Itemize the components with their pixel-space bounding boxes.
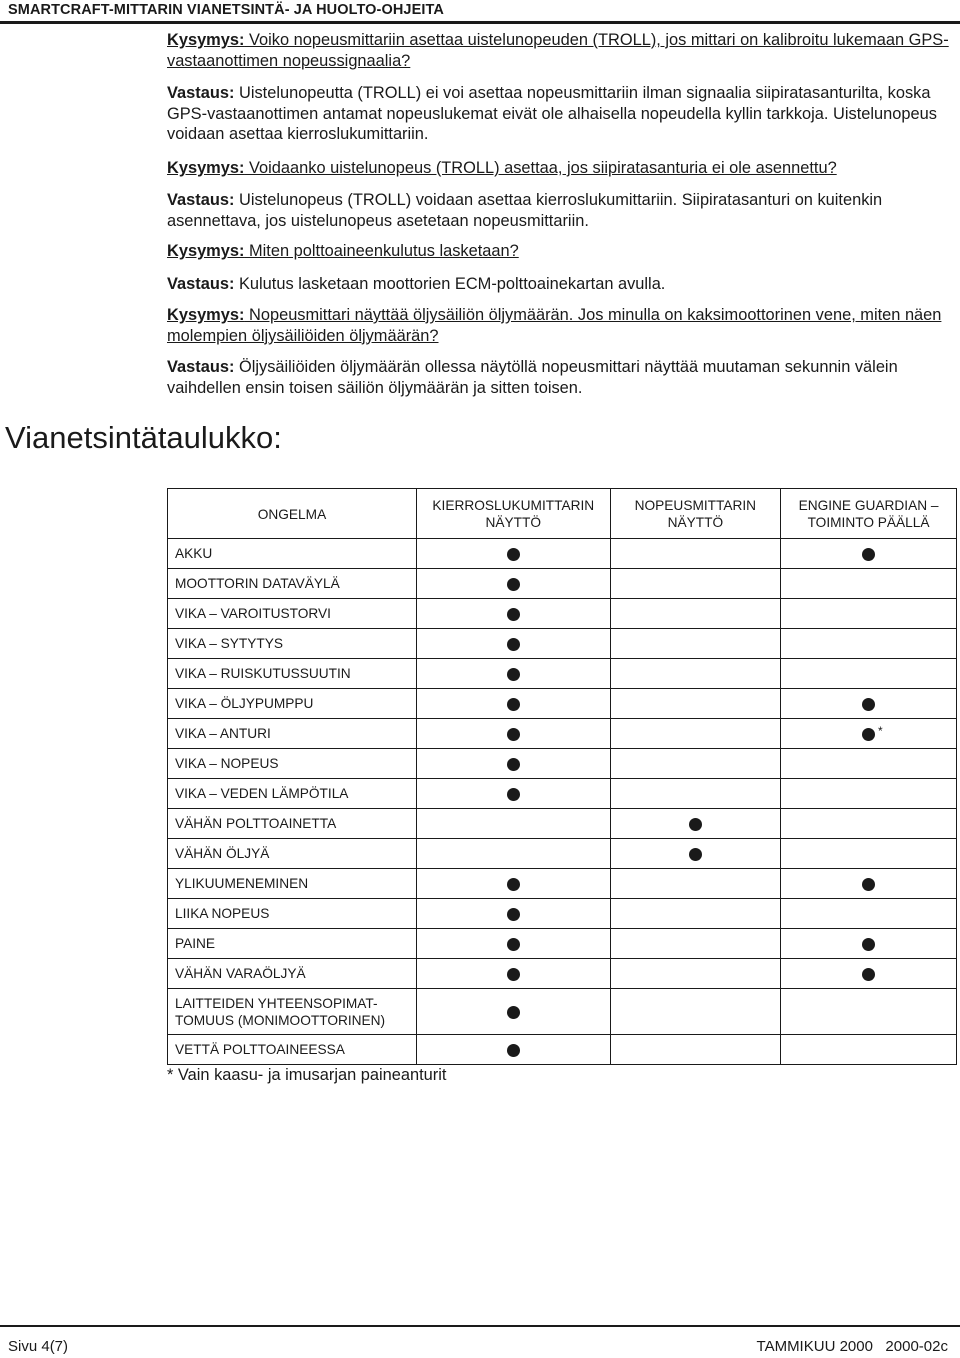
bullet-dot-icon [507,698,520,711]
speedometer-indicator-cell [610,539,780,569]
problem-name: VÄHÄN VARAÖLJYÄ [168,959,417,989]
question-4 [167,305,957,346]
header-tachometer-display: KIERROSLUKUMITTARIN NÄYTTÖ [416,489,610,539]
bullet-dot-icon [507,908,520,921]
tachometer-indicator-cell [416,599,610,629]
tachometer-indicator-cell [416,539,610,569]
bullet-dot-icon [689,848,702,861]
bullet-dot-icon [507,728,520,741]
table-row [168,989,957,1035]
problem-name: VIKA – ANTURI [168,719,417,749]
date-code: TAMMIKUU 2000 2000-02c [756,1338,948,1355]
problem-name: AKKU [168,539,417,569]
problem-name: VÄHÄN POLTTOAINETTA [168,809,417,839]
table-row [168,569,957,599]
bullet-dot-icon [862,723,883,741]
speedometer-indicator-cell [610,629,780,659]
speedometer-indicator-cell [610,839,780,869]
engine-guardian-indicator-cell [781,989,957,1035]
table-row [168,719,957,749]
answer-4 [167,357,957,398]
tachometer-indicator-cell [416,959,610,989]
speedometer-indicator-cell [610,929,780,959]
question-label: Kysymys: [167,242,245,260]
engine-guardian-indicator-cell [781,899,957,929]
engine-guardian-indicator-cell [781,599,957,629]
problem-name: VIKA – ÖLJYPUMPPU [168,689,417,719]
troubleshooting-table [167,488,957,1065]
tachometer-indicator-cell [416,929,610,959]
tachometer-indicator-cell [416,1035,610,1065]
speedometer-indicator-cell [610,809,780,839]
header-engine-guardian: ENGINE GUARDIAN – TOIMINTO PÄÄLLÄ [781,489,957,539]
tachometer-indicator-cell [416,569,610,599]
document-header-title: SMARTCRAFT-MITTARIN VIANETSINTÄ- JA HUOLTO-OHJEITA [8,2,444,18]
table-row [168,539,957,569]
engine-guardian-indicator-cell [781,629,957,659]
page-number: Sivu 4(7) [8,1338,69,1355]
table-row [168,659,957,689]
speedometer-indicator-cell [610,569,780,599]
question-label: Kysymys: [167,159,245,177]
question-text: Nopeusmittari näyttää öljysäiliön öljymäärän. Jos minulla on kaksimoottorinen vene, miten näen molempien öljysäiliöiden öljymäärän? [167,306,942,345]
bullet-dot-icon [862,878,875,891]
bullet-dot-icon [862,968,875,981]
problem-name: VÄHÄN ÖLJYÄ [168,839,417,869]
bullet-dot-icon [507,578,520,591]
speedometer-indicator-cell [610,599,780,629]
question-2 [167,158,957,179]
speedometer-indicator-cell [610,689,780,719]
bullet-dot-icon [507,758,520,771]
speedometer-indicator-cell [610,989,780,1035]
problem-name: VIKA – VAROITUSTORVI [168,599,417,629]
speedometer-indicator-cell [610,869,780,899]
engine-guardian-indicator-cell [781,1035,957,1065]
answer-label: Vastaus: [167,358,235,376]
table-row [168,1035,957,1065]
answer-label: Vastaus: [167,84,235,102]
table-row [168,959,957,989]
engine-guardian-indicator-cell [781,959,957,989]
tachometer-indicator-cell [416,749,610,779]
tachometer-indicator-cell [416,779,610,809]
bullet-dot-icon [862,698,875,711]
answer-label: Vastaus: [167,191,235,209]
table-row [168,809,957,839]
table-row [168,689,957,719]
table-footnote: * Vain kaasu- ja imusarjan paineanturit [167,1066,447,1084]
table-row [168,929,957,959]
bullet-dot-icon [507,968,520,981]
problem-name: LAITTEIDEN YHTEENSOPIMAT- TOMUUS (MONIMOOTTORINEN) [168,989,417,1035]
bullet-dot-icon [507,878,520,891]
engine-guardian-indicator-cell [781,839,957,869]
table-row [168,629,957,659]
bullet-dot-icon [689,818,702,831]
answer-text: Uistelunopeutta (TROLL) ei voi asettaa nopeusmittariin ilman signaalia siipiratasanturilta, koska GPS-vastaanottimen antamat nopeuslukemat eivät ole alhaisella nopeudella kyllin tarkkoja. Uistelunopeus voidaan asettaa kierroslukumittariin. [167,84,937,143]
problem-name: VETTÄ POLTTOAINEESSA [168,1035,417,1065]
speedometer-indicator-cell [610,779,780,809]
problem-name: VIKA – VEDEN LÄMPÖTILA [168,779,417,809]
question-3 [167,241,957,262]
speedometer-indicator-cell [610,1035,780,1065]
bullet-dot-icon [507,608,520,621]
bullet-dot-icon [507,1044,520,1057]
bullet-dot-icon [507,788,520,801]
engine-guardian-indicator-cell [781,569,957,599]
bullet-dot-icon [507,548,520,561]
answer-2 [167,190,957,231]
answer-3 [167,274,957,295]
table-row [168,599,957,629]
speedometer-indicator-cell [610,899,780,929]
header-divider [0,21,960,24]
tachometer-indicator-cell [416,839,610,869]
engine-guardian-indicator-cell [781,929,957,959]
header-problem: ONGELMA [168,489,417,539]
problem-name: YLIKUUMENEMINEN [168,869,417,899]
tachometer-indicator-cell [416,809,610,839]
problem-name: VIKA – SYTYTYS [168,629,417,659]
table-row [168,839,957,869]
table-row [168,869,957,899]
bullet-dot-icon [507,638,520,651]
engine-guardian-indicator-cell [781,809,957,839]
table-header-row [168,489,957,539]
question-label: Kysymys: [167,31,245,49]
question-text: Miten polttoaineenkulutus lasketaan? [244,242,519,260]
problem-name: VIKA – NOPEUS [168,749,417,779]
engine-guardian-indicator-cell [781,689,957,719]
answer-text: Uistelunopeus (TROLL) voidaan asettaa kierroslukumittariin. Siipiratasanturi on kuitenkin asennettava, jos uistelunopeus asetetaan nopeusmittariin. [167,191,883,230]
question-label: Kysymys: [167,306,245,324]
engine-guardian-indicator-cell [781,539,957,569]
tachometer-indicator-cell [416,629,610,659]
question-text: Voiko nopeusmittariin asettaa uistelunopeuden (TROLL), jos mittari on kalibroitu lukemaan GPS-vastaanottimen nopeussignaalia? [167,31,949,70]
engine-guardian-indicator-cell [781,869,957,899]
question-1 [167,30,957,71]
problem-name: MOOTTORIN DATAVÄYLÄ [168,569,417,599]
bullet-dot-icon [862,938,875,951]
tachometer-indicator-cell [416,989,610,1035]
bullet-dot-icon [862,548,875,561]
speedometer-indicator-cell [610,749,780,779]
engine-guardian-indicator-cell [781,779,957,809]
answer-text: Öljysäiliöiden öljymäärän ollessa näytöllä nopeusmittari näyttää muutaman sekunnin välein vaihdellen ensin toisen säiliön öljymäärän ja sitten toisen. [167,358,898,397]
answer-1 [167,83,957,145]
answer-text: Kulutus lasketaan moottorien ECM-polttoainekartan avulla. [234,275,666,293]
header-speedometer-display: NOPEUSMITTARIN NÄYTTÖ [610,489,780,539]
bullet-dot-icon [507,938,520,951]
problem-name: LIIKA NOPEUS [168,899,417,929]
engine-guardian-indicator-cell [781,659,957,689]
bullet-dot-icon [507,1006,520,1019]
tachometer-indicator-cell [416,689,610,719]
speedometer-indicator-cell [610,659,780,689]
engine-guardian-indicator-cell [781,719,957,749]
problem-name: PAINE [168,929,417,959]
tachometer-indicator-cell [416,719,610,749]
answer-label: Vastaus: [167,275,235,293]
troubleshooting-table-title: Vianetsintätaulukko: [5,420,282,455]
tachometer-indicator-cell [416,899,610,929]
speedometer-indicator-cell [610,959,780,989]
table-row [168,749,957,779]
table-row [168,779,957,809]
tachometer-indicator-cell [416,659,610,689]
footer-divider [0,1325,960,1327]
speedometer-indicator-cell [610,719,780,749]
footnote-marker: * [878,723,883,738]
question-text: Voidaanko uistelunopeus (TROLL) asettaa, jos siipiratasanturia ei ole asennettu? [244,159,837,177]
bullet-dot-icon [507,668,520,681]
problem-name: VIKA – RUISKUTUSSUUTIN [168,659,417,689]
table-row [168,899,957,929]
engine-guardian-indicator-cell [781,749,957,779]
tachometer-indicator-cell [416,869,610,899]
